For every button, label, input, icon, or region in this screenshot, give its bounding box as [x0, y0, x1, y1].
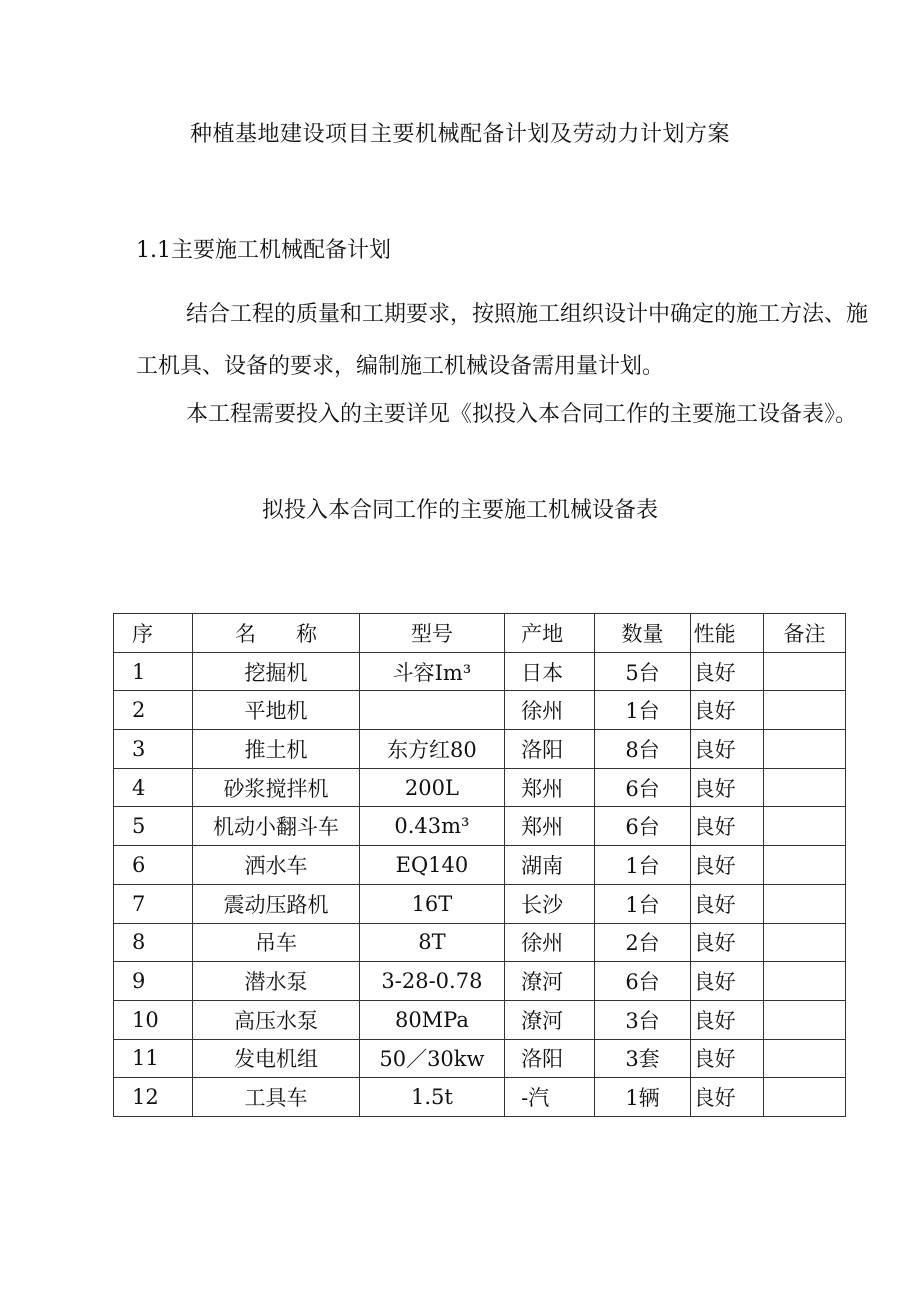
cell-quantity: 6台: [595, 962, 690, 1001]
cell-performance: 良好: [690, 768, 763, 807]
header-name: [193, 614, 359, 653]
cell-quantity: 3台: [595, 1000, 690, 1039]
cell-name: 潜水泵: [193, 962, 359, 1001]
cell-name: 砂浆搅拌机: [193, 768, 359, 807]
cell-performance: 良好: [690, 846, 763, 885]
table-row: [114, 691, 846, 730]
section-heading: 1.1主要施工机械配备计划: [136, 238, 391, 263]
cell-name: 推土机: [193, 730, 359, 769]
cell-model: 16T: [359, 884, 504, 923]
body-paragraph-2: 本工程需要投入的主要详见《拟投入本合同工作的主要施工设备表》。: [186, 402, 858, 427]
cell-note: [764, 1000, 846, 1039]
cell-note: [764, 846, 846, 885]
cell-model: 斗容Im³: [359, 652, 504, 691]
cell-quantity: 5台: [595, 652, 690, 691]
table-row: [114, 846, 846, 885]
cell-performance: 良好: [690, 652, 763, 691]
header-note: 备注: [764, 614, 846, 653]
cell-no: 5: [114, 807, 193, 846]
cell-quantity: 2台: [595, 923, 690, 962]
cell-performance: 良好: [690, 1078, 763, 1117]
cell-origin: -汽: [505, 1078, 595, 1117]
cell-origin: 潦河: [505, 1000, 595, 1039]
cell-quantity: 1辆: [595, 1078, 690, 1117]
cell-name: 发电机组: [193, 1039, 359, 1078]
cell-origin: 郑州: [505, 768, 595, 807]
cell-note: [764, 768, 846, 807]
cell-model: EQ140: [359, 846, 504, 885]
equipment-table: [113, 613, 846, 1117]
cell-performance: 良好: [690, 691, 763, 730]
cell-no: 4: [114, 768, 193, 807]
cell-note: [764, 652, 846, 691]
cell-quantity: 6台: [595, 768, 690, 807]
cell-performance: 良好: [690, 884, 763, 923]
cell-quantity: 1台: [595, 846, 690, 885]
cell-name: 吊车: [193, 923, 359, 962]
header-origin: 产地: [505, 614, 595, 653]
table-row: [114, 807, 846, 846]
cell-performance: 良好: [690, 1000, 763, 1039]
cell-no: 2: [114, 691, 193, 730]
cell-note: [764, 807, 846, 846]
table-row: [114, 730, 846, 769]
cell-origin: 长沙: [505, 884, 595, 923]
cell-origin: 洛阳: [505, 730, 595, 769]
table-row: [114, 652, 846, 691]
cell-model: [359, 691, 504, 730]
cell-note: [764, 962, 846, 1001]
cell-no: 1: [114, 652, 193, 691]
header-model: 型号: [359, 614, 504, 653]
cell-no: 11: [114, 1039, 193, 1078]
document-title: 种植基地建设项目主要机械配备计划及劳动力计划方案: [189, 122, 730, 147]
cell-quantity: 3套: [595, 1039, 690, 1078]
table-header-row: [114, 614, 846, 653]
cell-no: 9: [114, 962, 193, 1001]
cell-model: 8T: [359, 923, 504, 962]
cell-model: 1.5t: [359, 1078, 504, 1117]
cell-model: 东方红80: [359, 730, 504, 769]
table-row: [114, 1039, 846, 1078]
header-quantity: 数量: [595, 614, 690, 653]
table-caption: 拟投入本合同工作的主要施工机械设备表: [261, 498, 658, 523]
cell-quantity: 1台: [595, 691, 690, 730]
cell-name: 高压水泵: [193, 1000, 359, 1039]
cell-model: 50／30kw: [359, 1039, 504, 1078]
cell-name: 洒水车: [193, 846, 359, 885]
cell-origin: 郑州: [505, 807, 595, 846]
cell-quantity: 6台: [595, 807, 690, 846]
cell-origin: 湖南: [505, 846, 595, 885]
header-performance: 性能: [690, 614, 763, 653]
cell-no: 7: [114, 884, 193, 923]
cell-model: 80MPa: [359, 1000, 504, 1039]
cell-origin: 潦河: [505, 962, 595, 1001]
body-paragraph-1: 结合工程的质量和工期要求，按照施工组织设计中确定的施工方法、施工机具、设备的要求，编制施工机械设备需用量计划。: [136, 302, 869, 379]
table-row: [114, 1078, 846, 1117]
cell-note: [764, 1078, 846, 1117]
cell-model: 3-28-0.78: [359, 962, 504, 1001]
cell-name: 震动压路机: [193, 884, 359, 923]
cell-origin: 徐州: [505, 691, 595, 730]
cell-quantity: 8台: [595, 730, 690, 769]
cell-name: 平地机: [193, 691, 359, 730]
table-row: [114, 923, 846, 962]
cell-model: 200L: [359, 768, 504, 807]
cell-performance: 良好: [690, 807, 763, 846]
cell-origin: 徐州: [505, 923, 595, 962]
header-no: 序: [114, 614, 193, 653]
cell-note: [764, 691, 846, 730]
cell-note: [764, 730, 846, 769]
cell-name: 机动小翻斗车: [193, 807, 359, 846]
cell-origin: 日本: [505, 652, 595, 691]
cell-quantity: 1台: [595, 884, 690, 923]
cell-name: 挖掘机: [193, 652, 359, 691]
table-row: [114, 768, 846, 807]
cell-no: 12: [114, 1078, 193, 1117]
table-row: [114, 884, 846, 923]
header-name-label: 名称: [234, 621, 357, 646]
cell-performance: 良好: [690, 923, 763, 962]
cell-name: 工具车: [193, 1078, 359, 1117]
cell-performance: 良好: [690, 730, 763, 769]
cell-note: [764, 1039, 846, 1078]
cell-no: 10: [114, 1000, 193, 1039]
cell-model: 0.43m³: [359, 807, 504, 846]
table-row: [114, 1000, 846, 1039]
cell-no: 6: [114, 846, 193, 885]
cell-performance: 良好: [690, 962, 763, 1001]
cell-note: [764, 923, 846, 962]
cell-performance: 良好: [690, 1039, 763, 1078]
cell-no: 8: [114, 923, 193, 962]
cell-no: 3: [114, 730, 193, 769]
table-row: [114, 962, 846, 1001]
cell-note: [764, 884, 846, 923]
cell-origin: 洛阳: [505, 1039, 595, 1078]
